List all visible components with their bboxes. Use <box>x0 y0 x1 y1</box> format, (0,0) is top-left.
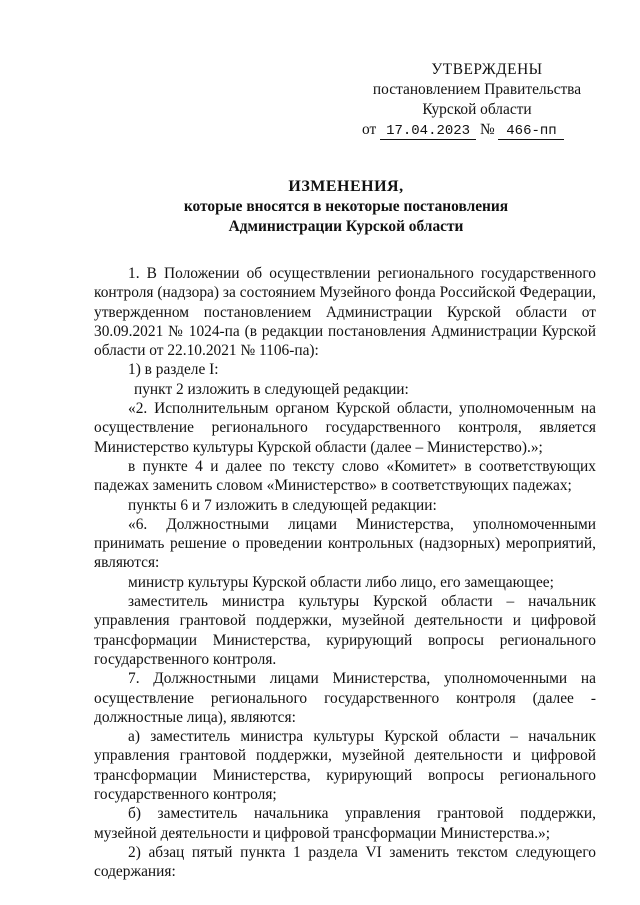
paragraph: 2) абзац пятый пункта 1 раздела VI заменить текстом следующего содержания: <box>94 843 596 881</box>
approval-date-line <box>362 120 592 140</box>
date-prefix: от <box>362 121 377 138</box>
approval-date: 17.04.2023 <box>380 123 476 140</box>
paragraph: а) заместитель министра культуры Курской области – начальник управления грантовой поддержки, музейной деятельности и цифровой трансформации Министерства, курирующий вопросы регионального государственного контроля; <box>94 728 596 804</box>
document-body <box>94 264 596 882</box>
paragraph: 1) в разделе I: <box>128 361 219 379</box>
document-heading <box>96 177 596 237</box>
approval-line-1: постановлением Правительства <box>372 81 582 98</box>
approval-stamp <box>362 60 592 140</box>
paragraph: пункты 6 и 7 изложить в следующей редакции: <box>128 496 437 514</box>
approval-title: УТВЕРЖДЕНЫ <box>431 61 543 78</box>
paragraph: заместитель министра культуры Курской области – начальник управления грантовой поддержки, музейной деятельности и цифровой трансформации Министерства, курирующий вопросы регионального государственного контроля. <box>94 593 596 668</box>
heading-title: ИЗМЕНЕНИЯ, <box>288 178 404 195</box>
paragraph: «6. Должностными лицами Министерства, уполномоченными принимать решение о проведении контрольных (надзорных) мероприятий, являются: <box>94 515 596 572</box>
heading-line-2: Администрации Курской области <box>228 218 464 235</box>
number-prefix: № <box>479 121 495 138</box>
paragraph: 7. Должностными лицами Министерства, уполномоченными на осуществление регионального государственного контроля (далее - должностные лица), являются: <box>94 670 596 726</box>
heading-line-1: которые вносятся в некоторые постановления <box>183 198 509 215</box>
paragraph: б) заместитель начальника управления грантовой поддержки, музейной деятельности и цифровой трансформации Министерства.»; <box>94 805 596 842</box>
paragraph: в пункте 4 и далее по тексту слово «Комитет» в соответствующих падежах заменить словом «Министерство» в соответствующих падежах; <box>94 457 596 495</box>
approval-number: 466-пп <box>498 123 564 140</box>
paragraph: министр культуры Курской области либо лицо, его замещающее; <box>128 573 554 591</box>
paragraph: 1. В Положении об осуществлении регионального государственного контроля (надзора) за состоянием Музейного фонда Российской Федерации, утвержденном постановлением Администрации Курской области от 30.09.2021 № 1024-па (в редакции постановления Администрации Курской области от 22.10.2021 № 1106-па): <box>94 265 596 360</box>
approval-line-2: Курской области <box>422 101 532 118</box>
paragraph: «2. Исполнительным органом Курской области, уполномоченным на осуществление регионального государственного контроля, является Министерство культуры Курской области (далее – Министерство).»; <box>94 400 596 456</box>
paragraph: пункт 2 изложить в следующей редакции: <box>134 380 409 398</box>
